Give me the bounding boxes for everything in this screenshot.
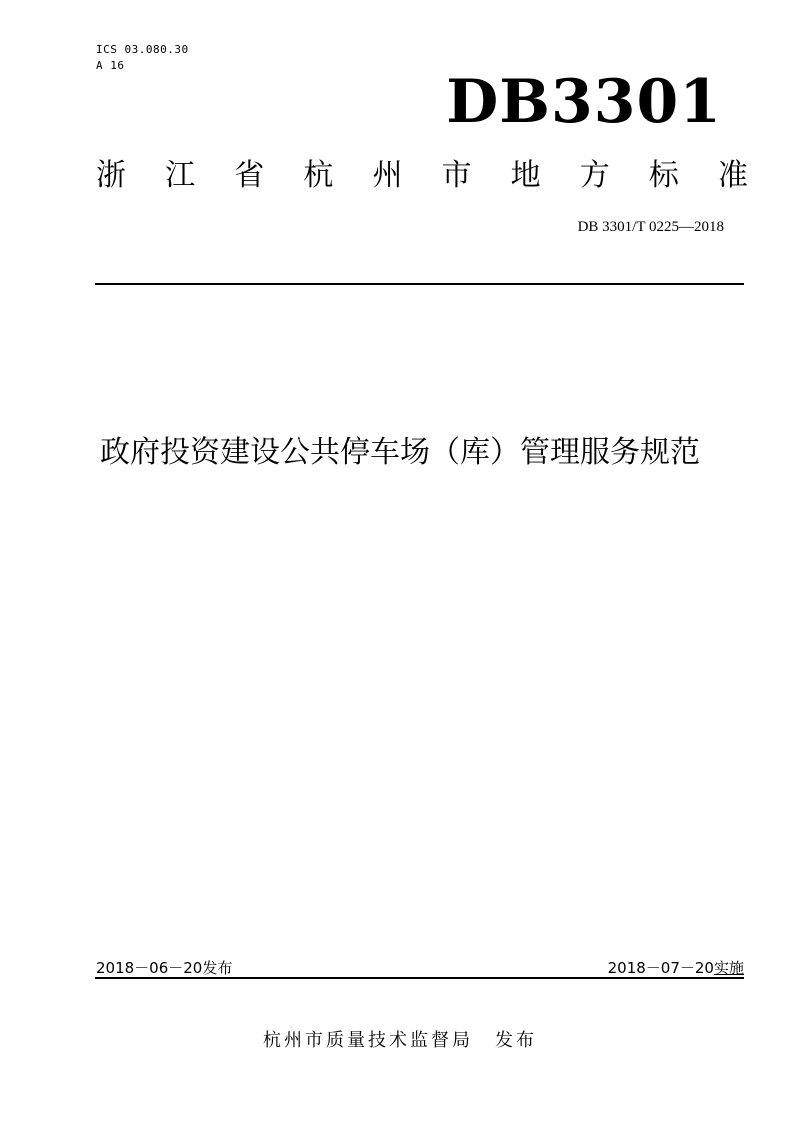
implement-label: 实施 <box>713 959 744 977</box>
issuer-line <box>150 1029 650 1053</box>
standard-type-char: 市 <box>441 158 472 193</box>
implement-date-line <box>608 958 744 978</box>
issuer-action: 发布 <box>495 1030 537 1051</box>
standard-type-char: 杭 <box>303 158 334 193</box>
standard-type-char: 标 <box>648 158 679 193</box>
publish-date: 2018－06－20 <box>96 959 203 977</box>
standard-number: DB 3301/T 0225—2018 <box>577 219 724 235</box>
publish-label: 发布 <box>202 959 233 977</box>
footer-divider <box>95 977 744 979</box>
standard-type-char: 州 <box>372 158 403 193</box>
standard-type-char: 方 <box>579 158 610 193</box>
standard-type <box>96 154 748 198</box>
standard-code: DB3301 <box>446 67 722 137</box>
standard-type-char: 浙 <box>96 158 126 193</box>
standard-type-char: 江 <box>165 158 196 193</box>
header-divider <box>95 283 744 285</box>
standard-type-char: 地 <box>510 158 541 193</box>
document-title: 政府投资建设公共停车场（库）管理服务规范 <box>100 435 700 470</box>
issuer-name: 杭州市质量技术监督局 <box>263 1030 473 1051</box>
ccs-code: A 16 <box>96 59 125 72</box>
classification-codes <box>96 42 189 74</box>
standard-type-char: 准 <box>717 158 748 193</box>
publish-date-line <box>96 958 232 978</box>
ics-code: ICS 03.080.30 <box>96 43 189 56</box>
implement-date: 2018－07－20 <box>607 959 714 977</box>
standard-type-char: 省 <box>234 158 265 193</box>
